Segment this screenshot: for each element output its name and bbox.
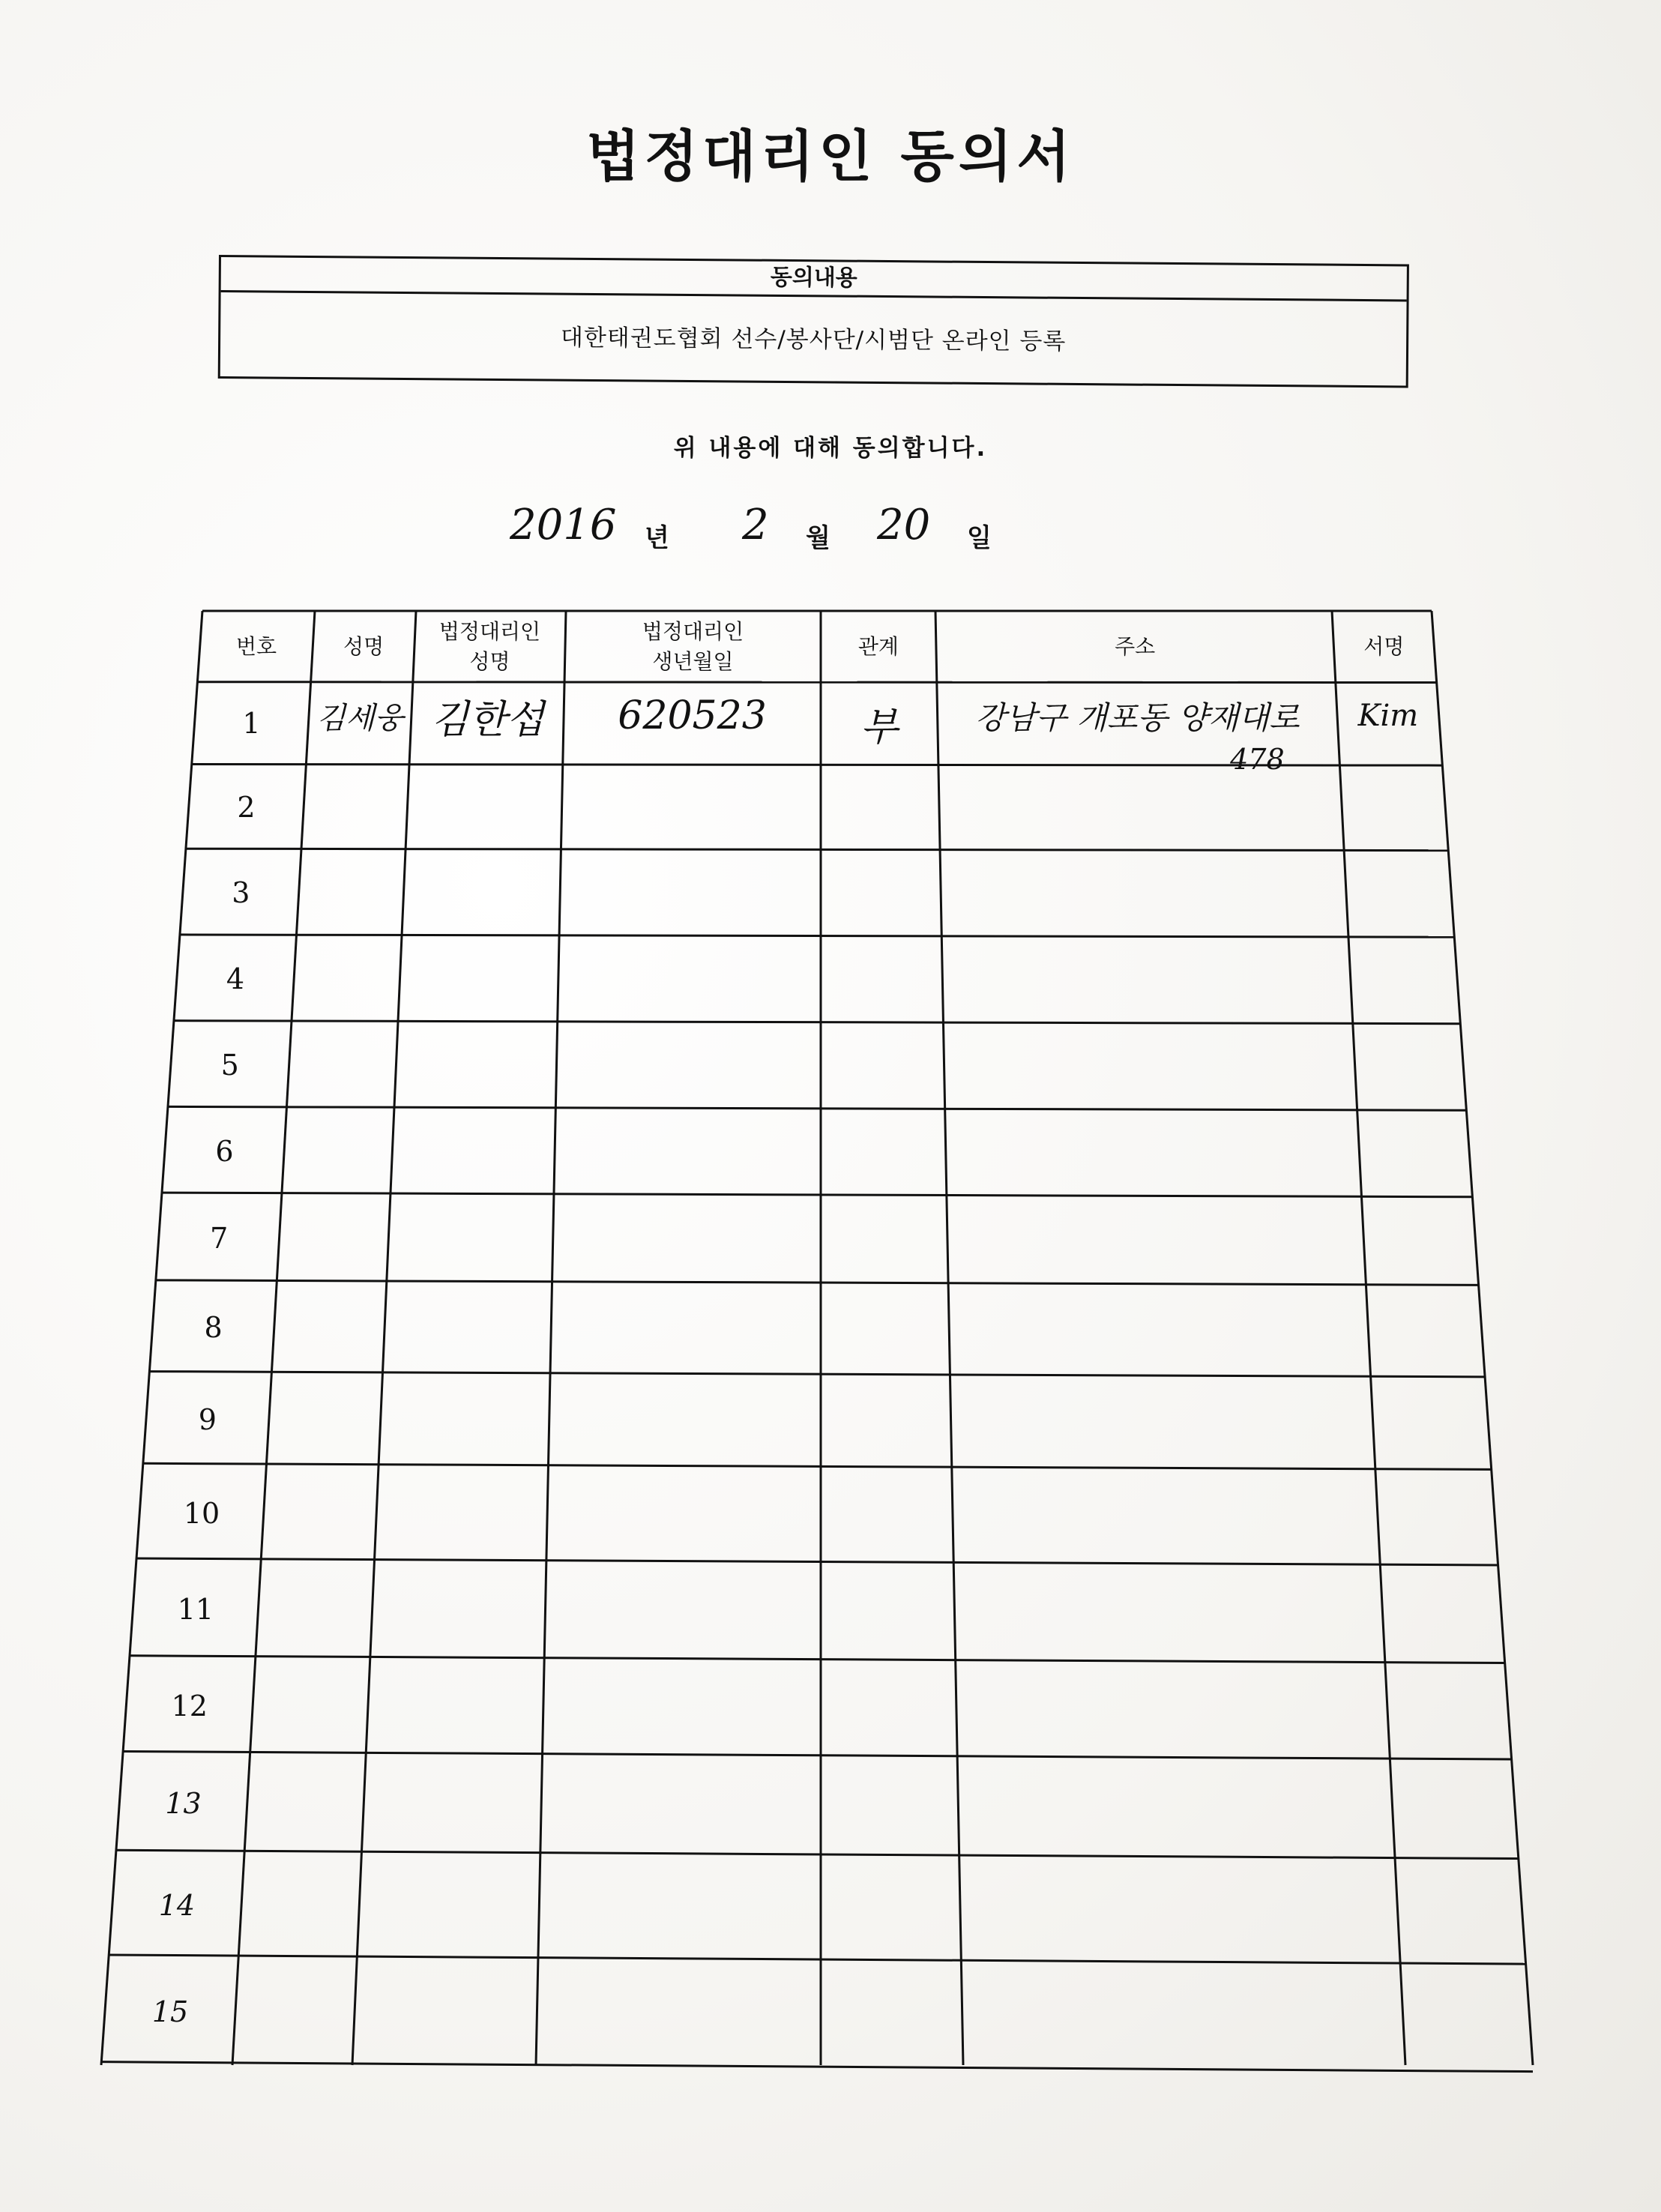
header-name: 성명 bbox=[343, 633, 385, 659]
date-day-unit: 일 bbox=[967, 523, 992, 553]
row-number: 15 bbox=[151, 1995, 189, 2028]
row-number: 12 bbox=[171, 1690, 208, 1723]
table-row-line bbox=[168, 1106, 1466, 1110]
table-column-line bbox=[232, 611, 315, 2065]
table-column-line bbox=[536, 611, 566, 2065]
table-row-line bbox=[162, 1193, 1472, 1197]
row-number: 4 bbox=[226, 962, 245, 995]
row1-address: 강남구 개포동 양재대로 bbox=[975, 699, 1300, 736]
table-row-line bbox=[130, 1656, 1504, 1663]
table-row-line bbox=[136, 1558, 1498, 1565]
date-month: 2 bbox=[742, 501, 769, 549]
row1-name: 김세웅 bbox=[316, 701, 404, 736]
header-guardian-name bbox=[439, 617, 540, 677]
row-number: 10 bbox=[183, 1496, 220, 1530]
header-relation: 관계 bbox=[857, 633, 899, 659]
row1-guardian-name: 김한섭 bbox=[431, 697, 544, 743]
table-row-line bbox=[174, 1021, 1460, 1024]
table-row-line bbox=[123, 1751, 1511, 1759]
table-column-line bbox=[1432, 611, 1533, 2065]
table-row-line bbox=[116, 1850, 1519, 1858]
table-row-line bbox=[156, 1280, 1479, 1285]
table-column-line bbox=[1332, 611, 1405, 2065]
header-guardian-birth-line2: 생년월일 bbox=[652, 648, 734, 674]
table-row-line bbox=[197, 682, 1436, 683]
row1-address-extra: 478 bbox=[1230, 743, 1285, 776]
table-row-line bbox=[101, 2062, 1533, 2072]
row-number: 14 bbox=[158, 1889, 196, 1922]
agree-statement: 위 내용에 대해 동의합니다. bbox=[673, 435, 988, 462]
table-column-line bbox=[352, 611, 416, 2065]
header-guardian-birth bbox=[642, 617, 744, 677]
consent-header: 동의내용 bbox=[221, 257, 1407, 301]
table-row-line bbox=[186, 849, 1448, 850]
table-column-line bbox=[935, 611, 963, 2065]
row-number: 9 bbox=[198, 1402, 217, 1436]
header-signature: 서명 bbox=[1363, 633, 1405, 659]
row1-guardian-birth: 620523 bbox=[618, 693, 767, 738]
row-number: 6 bbox=[215, 1134, 234, 1168]
header-guardian-birth-line1: 법정대리인 bbox=[642, 618, 744, 644]
header-guardian-name-line1: 법정대리인 bbox=[438, 618, 541, 644]
table-row-line bbox=[180, 935, 1454, 937]
document-title: 법정대리인 동의서 bbox=[586, 124, 1075, 189]
row-number: 8 bbox=[204, 1311, 223, 1344]
row-number: 5 bbox=[220, 1048, 239, 1082]
table-row-line bbox=[143, 1463, 1492, 1469]
date-day: 20 bbox=[877, 501, 931, 549]
header-no: 번호 bbox=[235, 633, 277, 659]
date-year: 2016 bbox=[510, 501, 617, 549]
date-year-unit: 년 bbox=[645, 523, 669, 553]
row-number: 2 bbox=[237, 790, 256, 824]
table-row-line bbox=[149, 1372, 1485, 1377]
row-number: 1 bbox=[242, 707, 261, 740]
row1-relation: 부 bbox=[860, 705, 898, 750]
table-row-line bbox=[109, 1955, 1525, 1964]
row-number: 3 bbox=[232, 876, 250, 909]
row-number: 7 bbox=[210, 1221, 229, 1255]
header-address: 주소 bbox=[1115, 633, 1156, 659]
consent-body: 대한태권도협회 선수/봉사단/시범단 온라인 등록 bbox=[560, 324, 1067, 355]
date-month-unit: 월 bbox=[806, 523, 830, 553]
table-column-line bbox=[101, 611, 202, 2065]
row1-signature: Kim bbox=[1357, 699, 1419, 733]
row-number: 11 bbox=[177, 1593, 214, 1626]
header-guardian-name-line2: 성명 bbox=[469, 648, 510, 674]
row-number: 13 bbox=[165, 1787, 202, 1820]
